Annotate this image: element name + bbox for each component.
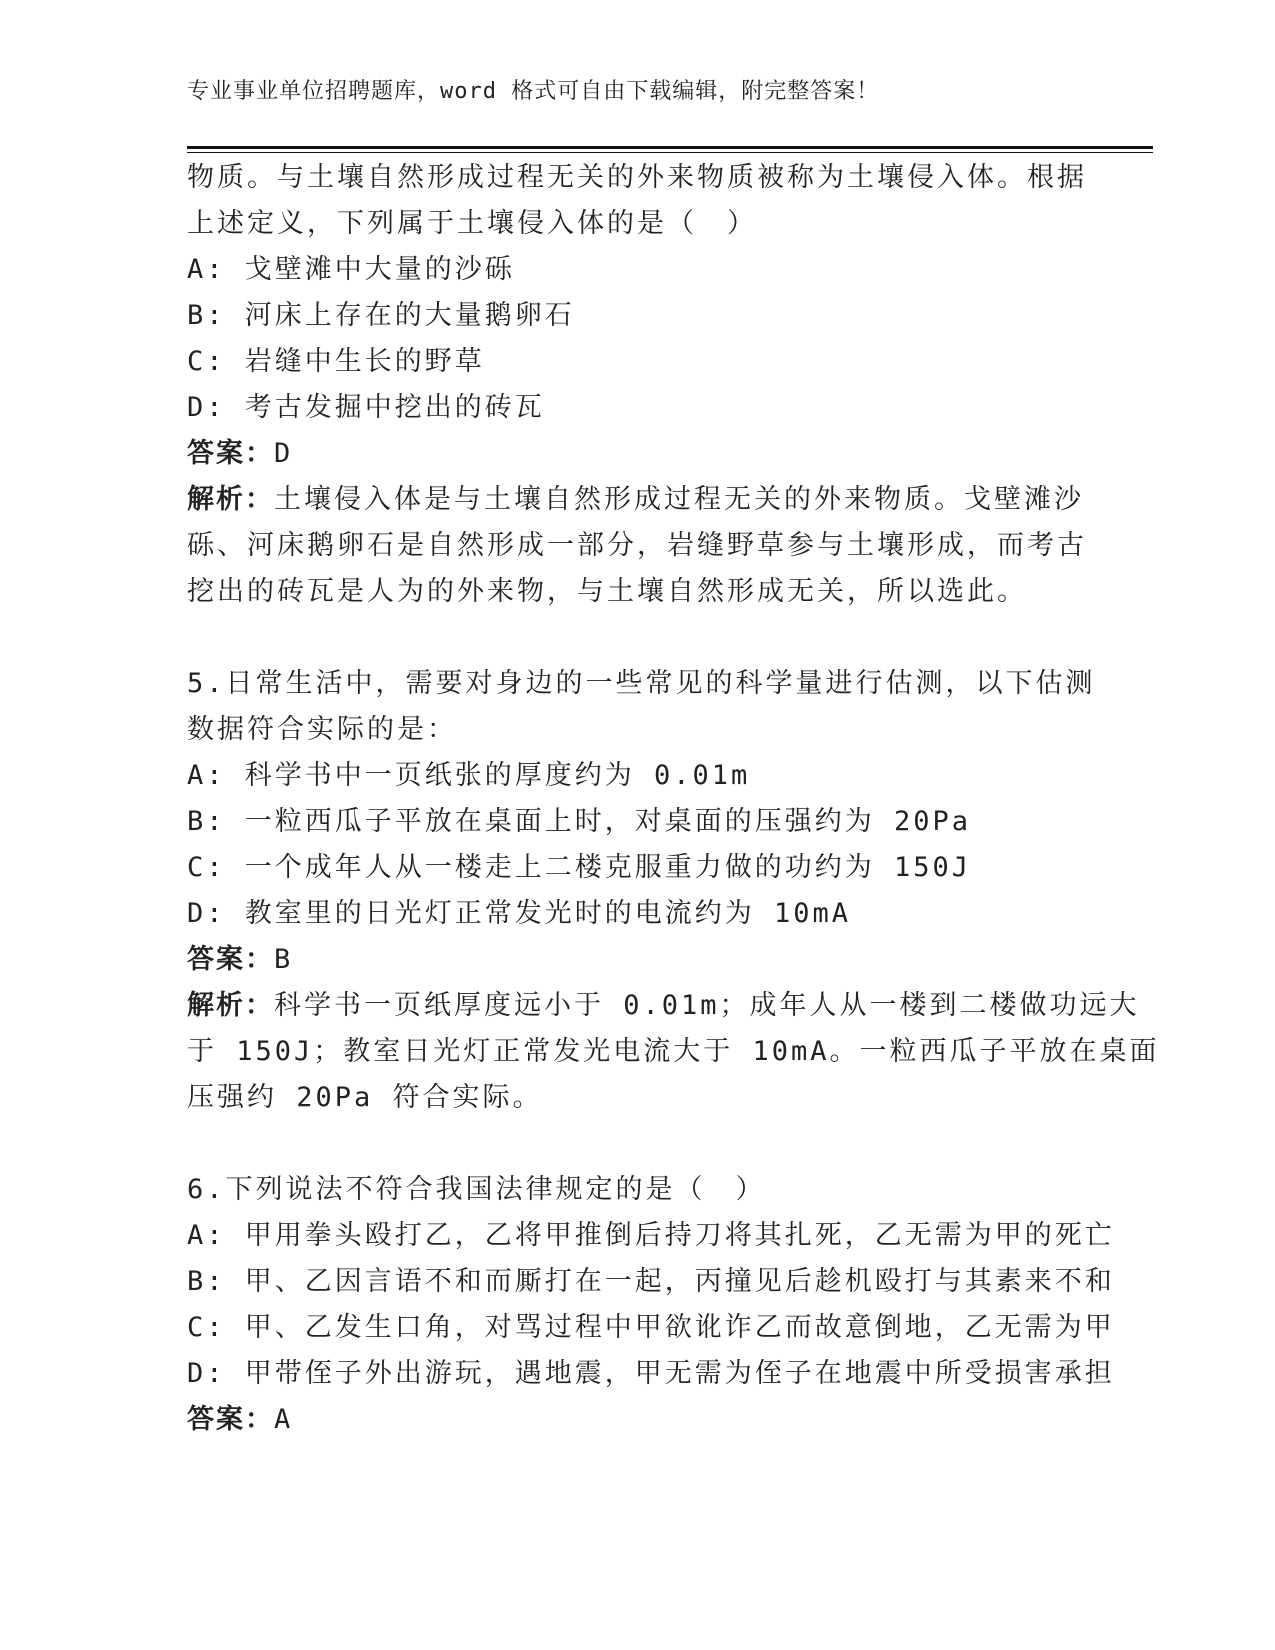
- header-rule-thick: [187, 146, 1153, 149]
- question-5-stem-line-1: 5.日常生活中，需要对身边的一些常见的科学量进行估测，以下估测: [187, 668, 1096, 699]
- question-6-option-b: B: 甲、乙因言语不和而厮打在一起，丙撞见后趁机殴打与其素来不和: [187, 1266, 1115, 1297]
- question-4-option-c: C: 岩缝中生长的野草: [187, 346, 485, 377]
- question-4-analysis-line-2: 砾、河床鹅卵石是自然形成一部分，岩缝野草参与土壤形成，而考古: [187, 530, 1087, 561]
- question-5-stem-line-2: 数据符合实际的是：: [187, 714, 457, 745]
- question-6-option-a: A: 甲用拳头殴打乙，乙将甲推倒后持刀将其扎死，乙无需为甲的死亡: [187, 1220, 1115, 1251]
- question-5-analysis-line-1: [187, 983, 1187, 1029]
- answer-label: 答案：: [187, 944, 274, 975]
- answer-value: B: [274, 944, 294, 975]
- answer-label: 答案：: [187, 1404, 274, 1435]
- question-5-analysis-line-3: 压强约 20Pa 符合实际。: [187, 1082, 543, 1113]
- spacer: [187, 1121, 1187, 1167]
- question-5-analysis-line-2: 于 150J；教室日光灯正常发光电流大于 10mA。一粒西瓜子平放在桌面: [187, 1036, 1160, 1067]
- question-4-stem-line-2: 上述定义，下列属于土壤侵入体的是（ ）: [187, 208, 757, 239]
- spacer: [187, 615, 1187, 661]
- header-rule-thin: [187, 152, 1153, 153]
- question-4-stem-line-1: 物质。与土壤自然形成过程无关的外来物质被称为土壤侵入体。根据: [187, 162, 1087, 193]
- answer-label: 答案：: [187, 438, 274, 469]
- question-6-option-c: C: 甲、乙发生口角，对骂过程中甲欲讹诈乙而故意倒地，乙无需为甲: [187, 1312, 1115, 1343]
- question-4-option-d: D: 考古发掘中挖出的砖瓦: [187, 392, 545, 423]
- question-6-option-d: D: 甲带侄子外出游玩，遇地震，甲无需为侄子在地震中所受损害承担: [187, 1358, 1115, 1389]
- question-5-option-d: D: 教室里的日光灯正常发光时的电流约为 10mA: [187, 898, 852, 929]
- question-5-option-a: A: 科学书中一页纸张的厚度约为 0.01m: [187, 760, 751, 791]
- question-4-option-a: A: 戈壁滩中大量的沙砾: [187, 254, 515, 285]
- question-5-option-b: B: 一粒西瓜子平放在桌面上时，对桌面的压强约为 20Pa: [187, 806, 972, 837]
- question-4-option-b: B: 河床上存在的大量鹅卵石: [187, 300, 575, 331]
- answer-value: D: [274, 438, 294, 469]
- page-content: [187, 155, 1187, 1443]
- question-5-option-c: C: 一个成年人从一楼走上二楼克服重力做的功约为 150J: [187, 852, 972, 883]
- page-header: 专业事业单位招聘题库，word 格式可自由下载编辑，附完整答案！: [187, 79, 880, 104]
- analysis-label: 解析：: [187, 990, 274, 1021]
- question-4-analysis-line-3: 挖出的砖瓦是人为的外来物，与土壤自然形成无关，所以选此。: [187, 576, 1027, 607]
- question-4-analysis-line-1: [187, 477, 1187, 523]
- question-6-stem-line-1: 6.下列说法不符合我国法律规定的是（ ）: [187, 1174, 766, 1205]
- analysis-label: 解析：: [187, 484, 274, 515]
- analysis-text: 科学书一页纸厚度远小于 0.01m；成年人从一楼到二楼做功远大: [274, 990, 1140, 1021]
- analysis-text: 土壤侵入体是与土壤自然形成过程无关的外来物质。戈壁滩沙: [274, 484, 1084, 515]
- question-4-answer: [187, 431, 1187, 477]
- question-5-answer: [187, 937, 1187, 983]
- answer-value: A: [274, 1404, 294, 1435]
- question-6-answer: [187, 1397, 1187, 1443]
